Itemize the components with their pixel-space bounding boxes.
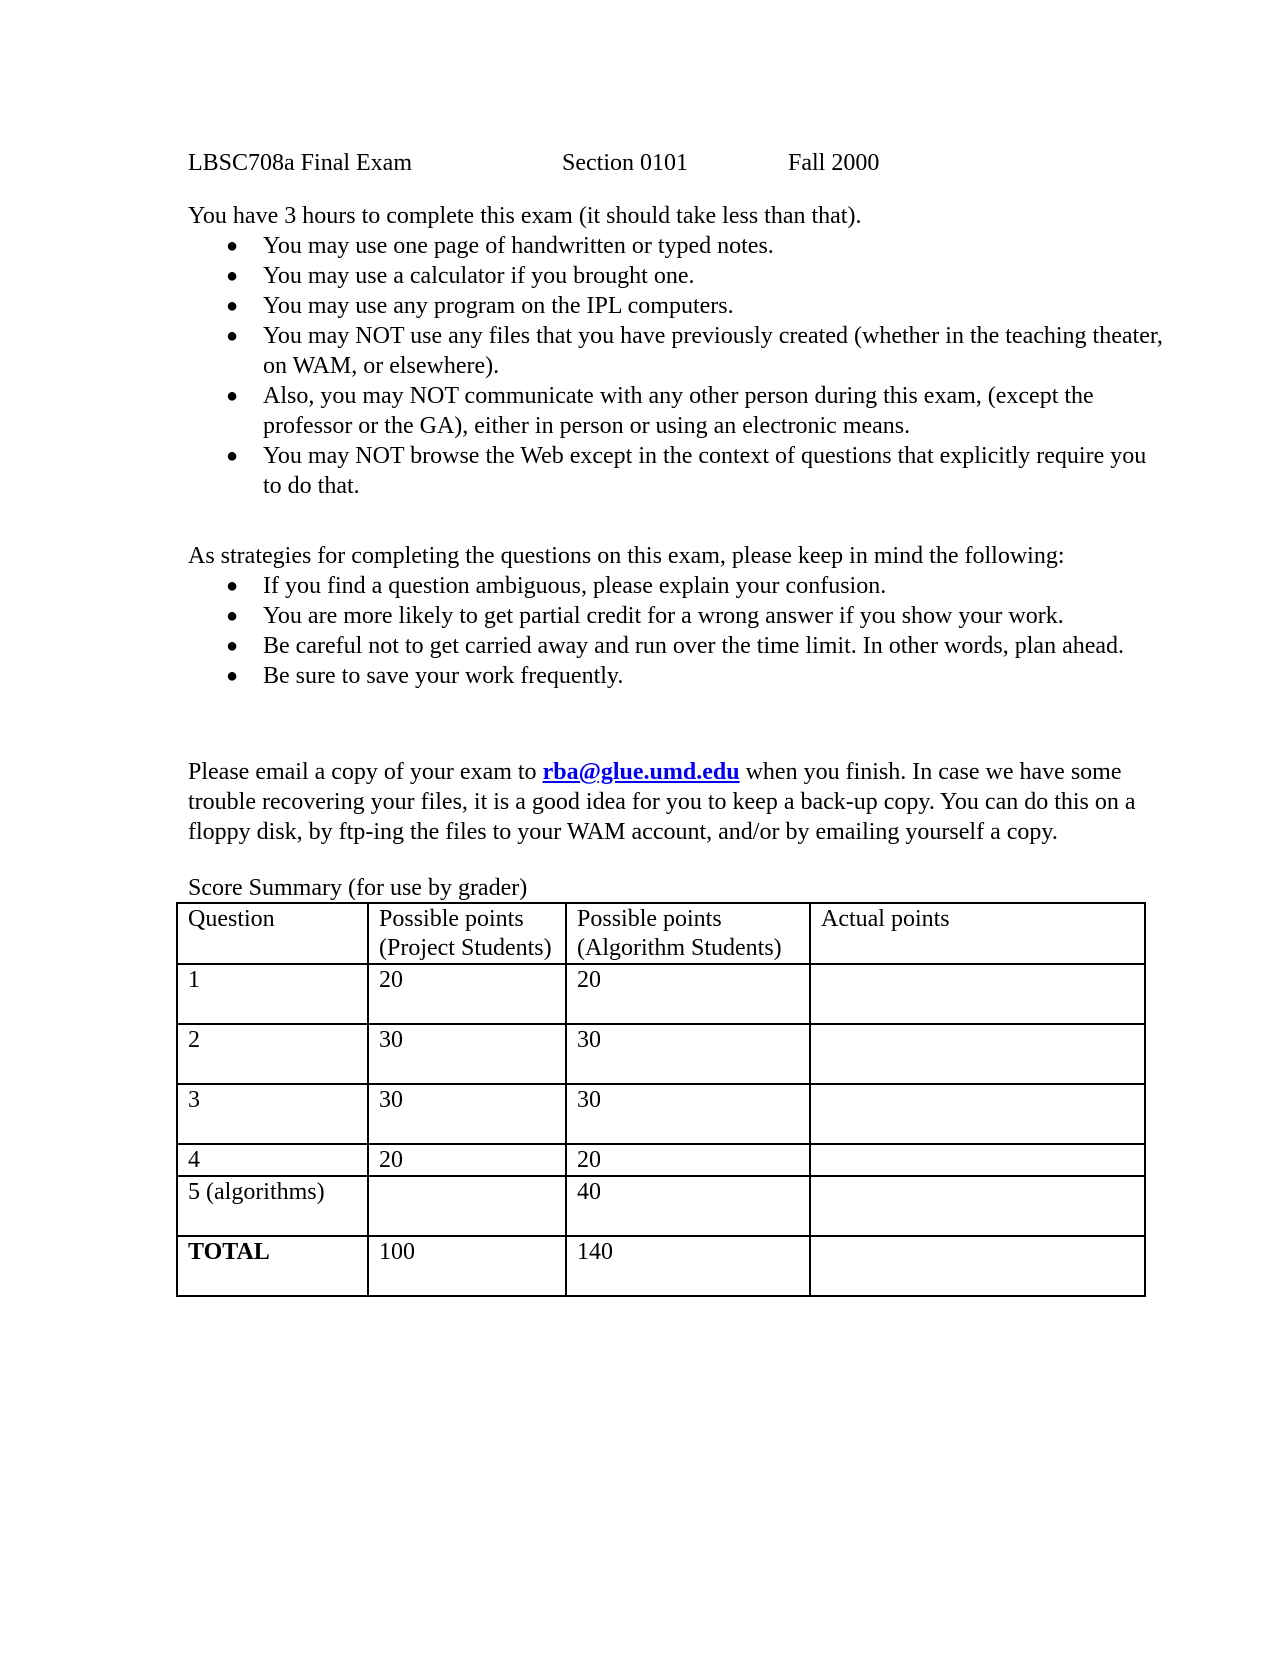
section-number: Section 0101 (562, 150, 688, 176)
bullet-icon: ● (226, 385, 239, 407)
score-summary-caption: Score Summary (for use by grader) (188, 875, 528, 901)
list-item: ● You may use one page of handwritten or typed notes. (226, 233, 774, 259)
cell-algorithm-points: 20 (566, 964, 810, 1024)
exam-strategies (188, 541, 1168, 691)
bullet-icon: ● (226, 635, 239, 657)
table-row (177, 1176, 1145, 1236)
cell-question: 3 (177, 1084, 368, 1144)
cell-algorithm-points: 140 (566, 1236, 810, 1296)
header-algorithm-points: Possible points (Algorithm Students) (566, 903, 810, 964)
cell-project-points (368, 1176, 566, 1236)
term: Fall 2000 (788, 150, 880, 176)
cell-algorithm-points: 40 (566, 1176, 810, 1236)
list-item: ● You may NOT use any files that you have previously created (whether in the teaching theater, on WAM, or elsewhere). (226, 323, 1163, 379)
bullet-icon: ● (226, 295, 239, 317)
rules-list (188, 231, 1168, 501)
cell-actual-points[interactable] (810, 1144, 1145, 1176)
score-summary-table (176, 902, 1146, 1297)
list-item: ● Also, you may NOT communicate with any other person during this exam, (except the professor or the GA), either in person or using an electronic means. (226, 383, 1094, 439)
bullet-icon: ● (226, 325, 239, 347)
bullet-icon: ● (226, 265, 239, 287)
strategies-list (188, 571, 1168, 691)
course-title: LBSC708a Final Exam (188, 150, 412, 176)
list-item: ● You may use any program on the IPL computers. (226, 293, 734, 319)
list-item: ● You may NOT browse the Web except in the context of questions that explicitly require you to do that. (226, 443, 1147, 499)
table-row (177, 1084, 1145, 1144)
header-actual-points: Actual points (810, 903, 1145, 964)
table-row (177, 964, 1145, 1024)
cell-question: 2 (177, 1024, 368, 1084)
cell-question: 4 (177, 1144, 368, 1176)
bullet-icon: ● (226, 575, 239, 597)
cell-question: 1 (177, 964, 368, 1024)
cell-actual-points[interactable] (810, 964, 1145, 1024)
table-row (177, 1144, 1145, 1176)
cell-actual-points[interactable] (810, 1024, 1145, 1084)
table-total-row (177, 1236, 1145, 1296)
table-header-row (177, 903, 1145, 964)
list-item: ● Be careful not to get carried away and run over the time limit. In other words, plan ahead. (226, 633, 1125, 659)
list-item: ● Be sure to save your work frequently. (226, 663, 624, 689)
bullet-icon: ● (226, 605, 239, 627)
cell-algorithm-points: 30 (566, 1024, 810, 1084)
list-item: ● If you find a question ambiguous, please explain your confusion. (226, 573, 887, 599)
cell-project-points: 100 (368, 1236, 566, 1296)
bullet-icon: ● (226, 445, 239, 467)
bullet-icon: ● (226, 665, 239, 687)
exam-rules (188, 201, 1168, 501)
header-project-points: Possible points (Project Students) (368, 903, 566, 964)
cell-project-points: 30 (368, 1024, 566, 1084)
email-link[interactable]: rba@glue.umd.edu (542, 759, 740, 785)
header-question: Question (177, 903, 368, 964)
bullet-icon: ● (226, 235, 239, 257)
cell-actual-points[interactable] (810, 1236, 1145, 1296)
list-item: ● You may use a calculator if you brought one. (226, 263, 695, 289)
cell-project-points: 20 (368, 1144, 566, 1176)
table-row (177, 1024, 1145, 1084)
cell-actual-points[interactable] (810, 1084, 1145, 1144)
cell-project-points: 30 (368, 1084, 566, 1144)
cell-total-label: TOTAL (177, 1236, 368, 1296)
cell-actual-points[interactable] (810, 1176, 1145, 1236)
cell-project-points: 20 (368, 964, 566, 1024)
email-instructions: Please email a copy of your exam to rba@glue.umd.edu when you finish. In case we have some trouble recovering your files, it is a good idea for you to keep a back-up copy. You can do this on a floppy disk, by ftp-ing the files to your WAM account, and/or by emailing yourself a copy. (188, 759, 1136, 845)
exam-header (188, 148, 1088, 180)
cell-question: 5 (algorithms) (177, 1176, 368, 1236)
rules-lead: You have 3 hours to complete this exam (it should take less than that). (188, 203, 862, 229)
cell-algorithm-points: 20 (566, 1144, 810, 1176)
strategies-lead: As strategies for completing the questions on this exam, please keep in mind the following: (188, 543, 1065, 569)
cell-algorithm-points: 30 (566, 1084, 810, 1144)
list-item: ● You are more likely to get partial credit for a wrong answer if you show your work. (226, 603, 1064, 629)
